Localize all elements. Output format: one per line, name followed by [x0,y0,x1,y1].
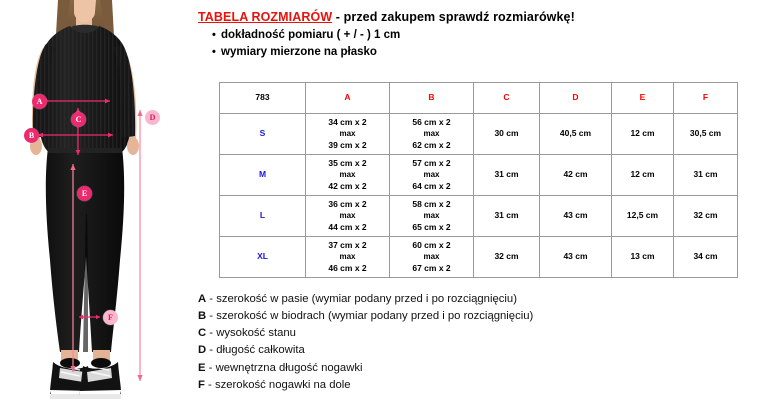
column-header-d: D [540,83,612,114]
column-header-f: F [674,83,738,114]
size-table [219,82,738,278]
column-header-a: A [306,83,390,114]
bullet-text-flat: wymiary mierzone na płasko [221,46,377,58]
measure-b-mid: max [423,170,440,180]
measure-a-min: 36 cm x 2 [328,199,367,209]
measure-a [306,196,390,237]
measure-c: 32 cm [474,237,540,278]
column-header-b: B [390,83,474,114]
measure-b-mid: max [423,211,440,221]
measure-c: 30 cm [474,114,540,155]
measure-f: 30,5 cm [674,114,738,155]
header-block [198,10,758,58]
measure-b [390,237,474,278]
measure-f: 31 cm [674,155,738,196]
marker-badge-a: A [32,94,47,109]
legend-item-c [198,325,758,342]
bullet-text-accuracy: dokładność pomiaru ( + / - ) 1 cm [221,29,401,41]
size-label: L [220,196,306,237]
measure-b-max: 65 cm x 2 [412,221,451,232]
legend-key-d: D [198,344,207,357]
column-header-c: C [474,83,540,114]
table-row [220,196,738,237]
measure-a-mid: max [339,129,356,139]
measure-a-max: 44 cm x 2 [328,221,367,232]
legend-item-a [198,291,758,308]
product-code-cell: 783 [220,83,306,114]
marker-badge-f: F [103,310,118,325]
measure-b-min: 57 cm x 2 [412,158,451,168]
measure-a [306,114,390,155]
model-photo-panel [0,0,190,413]
measure-e: 13 cm [612,237,674,278]
table-row [220,237,738,278]
legend-item-e [198,360,758,377]
measure-b-mid: max [423,129,440,139]
size-chart-content [190,0,768,413]
legend-key-b: B [198,310,207,323]
measure-b-min: 56 cm x 2 [412,117,451,127]
legend-key-a: A [198,293,207,305]
measure-d: 43 cm [540,196,612,237]
measure-b [390,196,474,237]
legend-key-f: F [198,378,205,391]
measure-e: 12,5 cm [612,196,674,237]
measure-b [390,155,474,196]
measure-b-max: 64 cm x 2 [412,180,451,191]
size-label: S [220,114,306,155]
legend-key-e: E [198,361,206,374]
measure-a-mid: max [339,170,356,180]
size-label: M [220,155,306,196]
legend-block [198,291,758,394]
measure-a-min: 35 cm x 2 [328,158,367,168]
measure-b-mid: max [423,252,440,262]
legend-key-c: C [198,327,207,340]
measure-b-max: 67 cm x 2 [412,262,451,273]
measure-c: 31 cm [474,196,540,237]
measure-e: 12 cm [612,155,674,196]
measure-a-mid: max [339,252,356,262]
table-row [220,114,738,155]
measure-c: 31 cm [474,155,540,196]
legend-item-f [198,377,758,394]
column-header-e: E [612,83,674,114]
legend-text-e: - wewnętrzna długość nogawki [205,361,363,374]
model-photo-illustration [0,0,190,413]
page-title-highlight: TABELA ROZMIARÓW [198,10,333,24]
measure-d: 42 cm [540,155,612,196]
measure-e: 12 cm [612,114,674,155]
measure-a-mid: max [339,211,356,221]
table-header-row [220,83,738,114]
legend-text-b: - szerokość w biodrach (wymiar podany przed i po rozciągnięciu) [206,310,534,323]
page-title-rest: - przed zakupem sprawdź rozmiarówkę! [332,10,575,24]
legend-text-f: - szerokość nogawki na dole [204,378,351,391]
measure-f: 34 cm [674,237,738,278]
measure-a-min: 34 cm x 2 [328,117,367,127]
size-label: XL [220,237,306,278]
marker-badge-b: B [24,128,39,143]
legend-text-d: - długość całkowita [206,344,305,357]
marker-badge-e: E [77,186,92,201]
measure-a-min: 37 cm x 2 [328,240,367,250]
measure-a [306,237,390,278]
measure-b-min: 60 cm x 2 [412,240,451,250]
measure-d: 43 cm [540,237,612,278]
measure-a-max: 39 cm x 2 [328,139,367,150]
measure-a [306,155,390,196]
legend-text-a: - szerokość w pasie (wymiar podany przed i po rozciągnięciu) [206,293,517,305]
page-title [198,10,758,24]
legend-item-b [198,308,758,325]
bullet-item-accuracy [212,29,758,41]
bullet-dot-icon: • [212,46,216,58]
measure-b [390,114,474,155]
measure-b-min: 58 cm x 2 [412,199,451,209]
table-row [220,155,738,196]
marker-badge-d: D [145,110,160,125]
measure-a-max: 42 cm x 2 [328,180,367,191]
measure-b-max: 62 cm x 2 [412,139,451,150]
measure-a-max: 46 cm x 2 [328,262,367,273]
measure-f: 32 cm [674,196,738,237]
bullet-item-flat [212,46,758,58]
bullet-dot-icon: • [212,29,216,41]
legend-text-c: - wysokość stanu [206,327,296,340]
legend-item-d [198,342,758,359]
marker-badge-c: C [71,112,86,127]
measure-d: 40,5 cm [540,114,612,155]
